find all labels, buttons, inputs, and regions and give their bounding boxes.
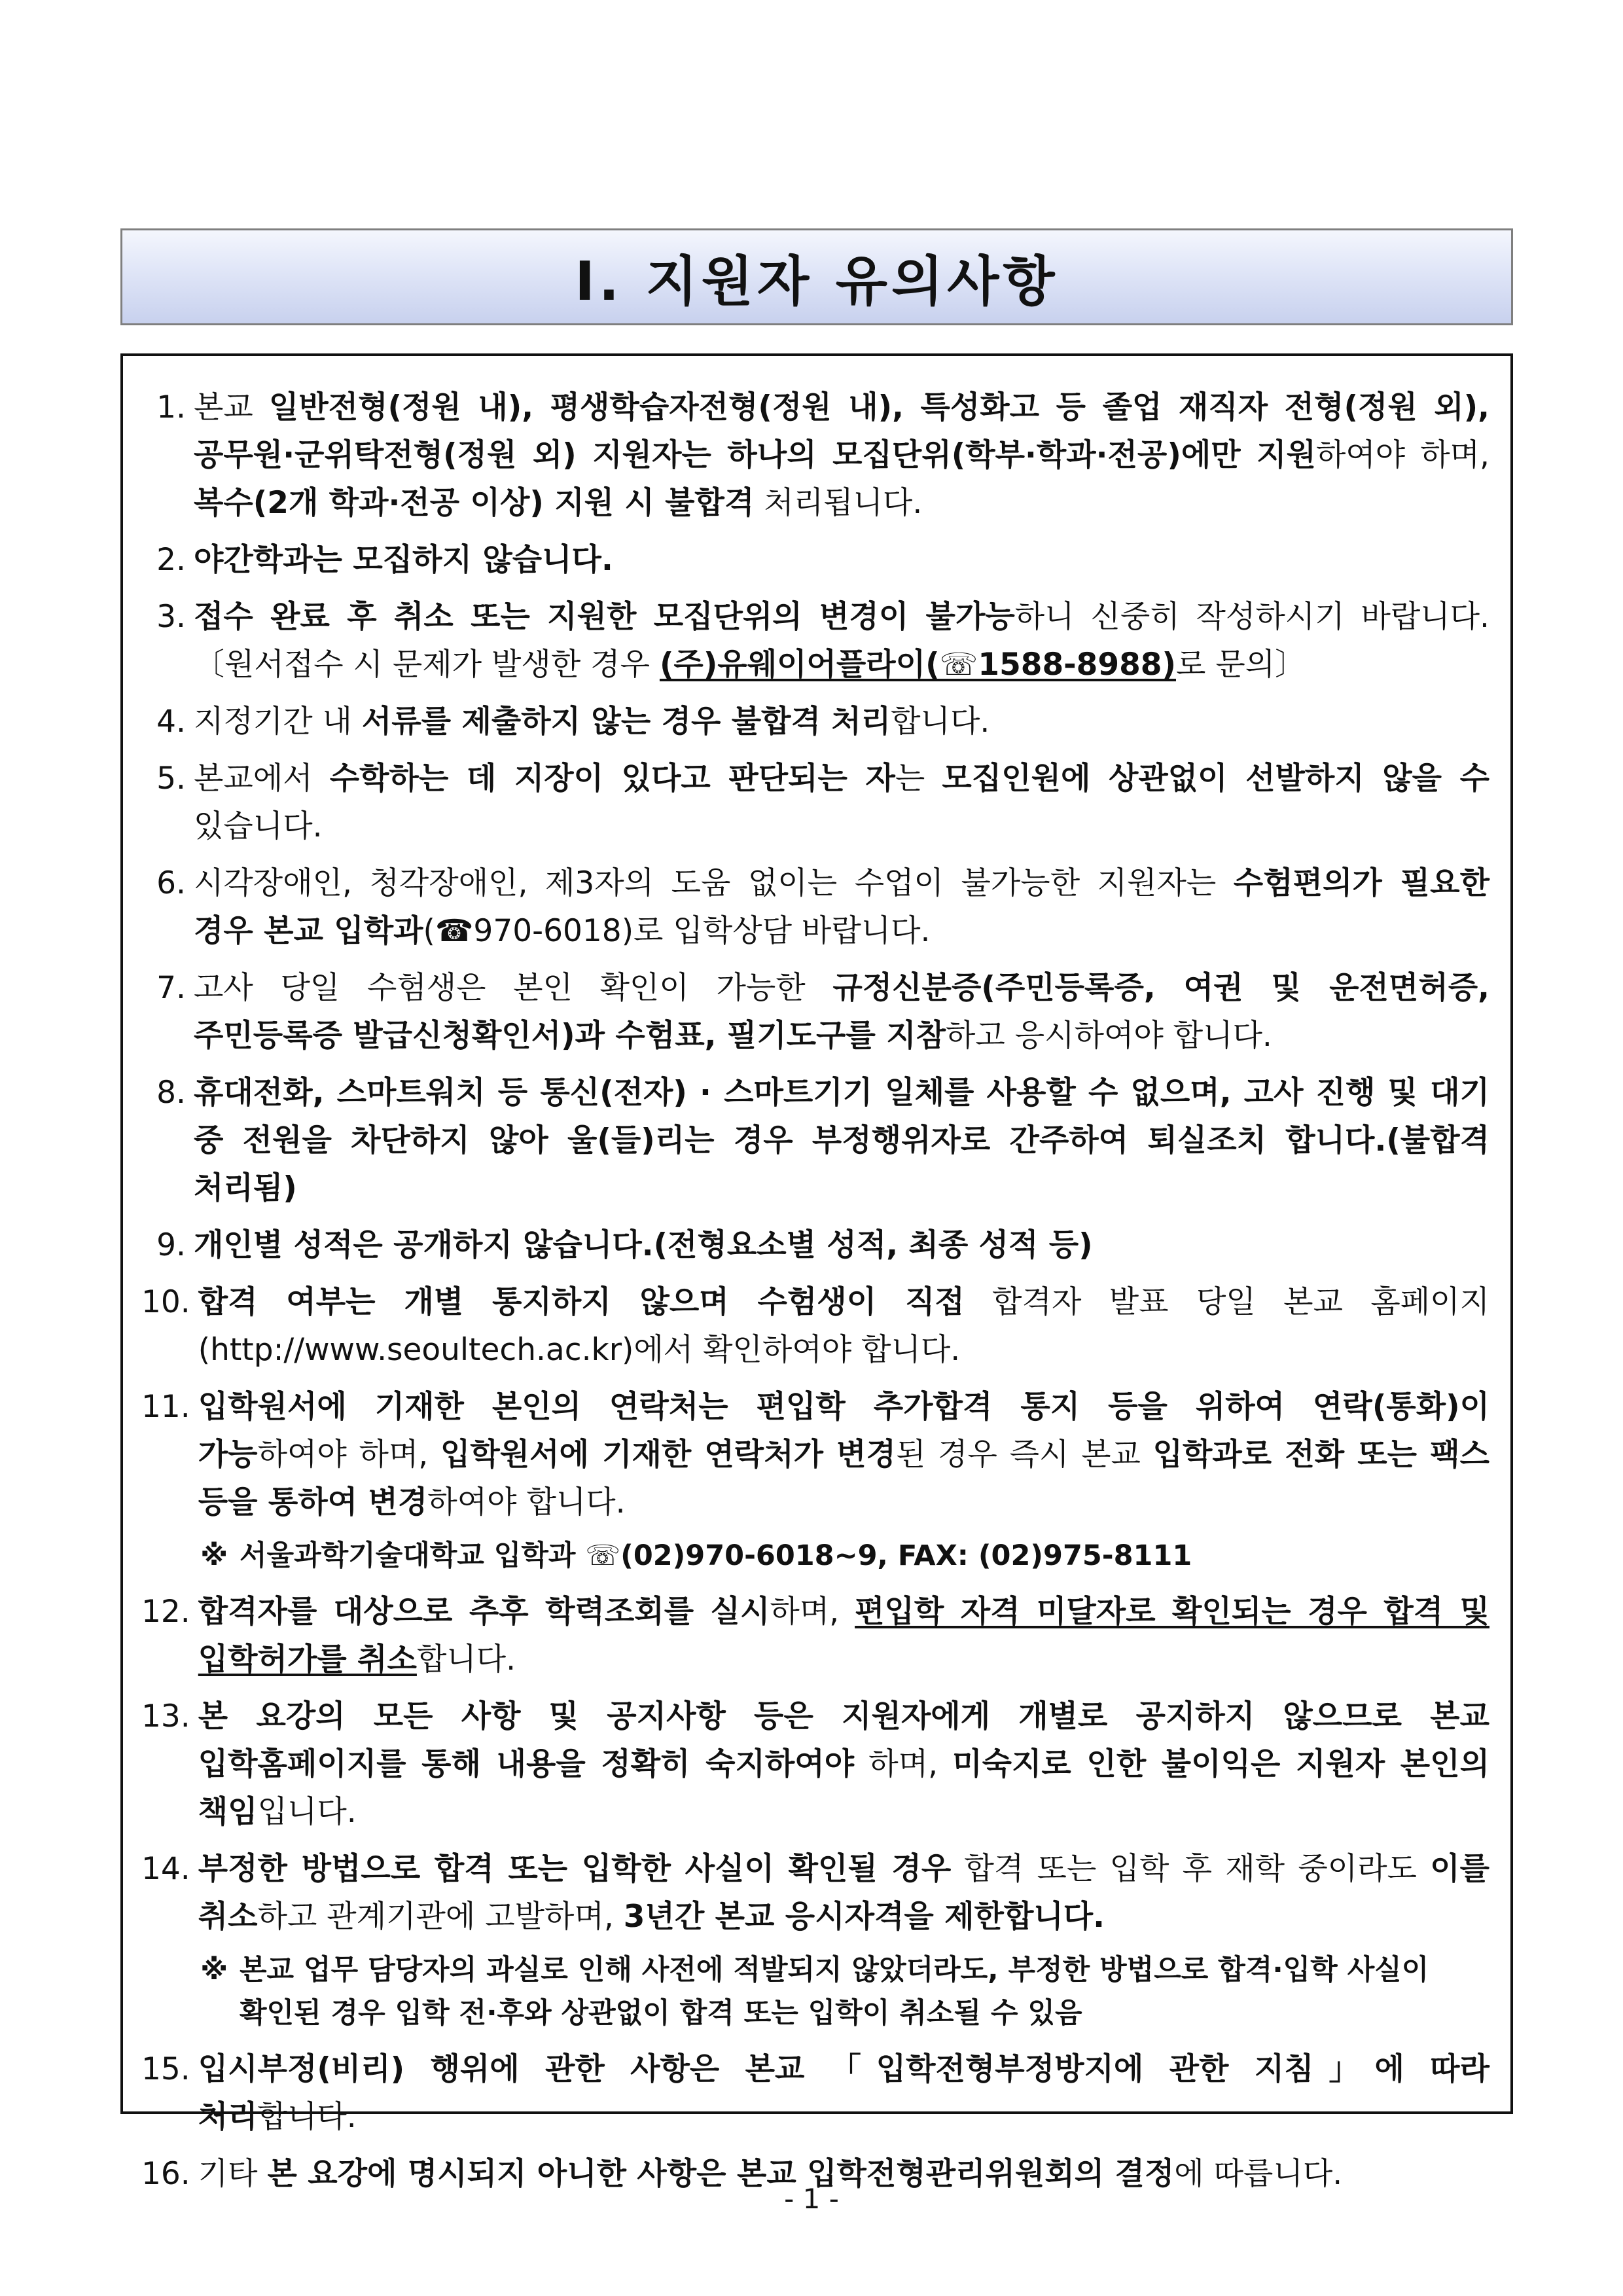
notice-item-2 [141,536,1489,584]
reference-mark-icon: ※ [200,1539,228,1572]
reference-mark-icon: ※ [200,1954,228,1986]
body-text: 합격자 발표 당일 본교 홈페이지 (http://www.seoultech.ac.kr)에서 확인하여야 합니다. [198,1284,1489,1368]
emphasis-text: 수험편의가 필요한 경우 본교 입학과 [194,865,1489,949]
body-text: 하며, [854,1746,953,1782]
emphasis-text: 휴대전화, 스마트워치 등 통신(전자) · 스마트기기 일체를 사용할 수 없으며, 고사 진행 및 대기 중 전원을 차단하지 않아 울(들)리는 경우 부정행위자로 간주하여 퇴실조치 합니다.(불합격 처리됨) [194,1075,1489,1206]
notice-text [198,1845,1489,1941]
body-text: 지정기간 내 [194,704,362,740]
emphasis-text: 접수 완료 후 취소 또는 지원한 모집단위의 변경이 불가능 [194,599,1015,635]
body-text: 본교 [194,389,269,425]
notice-item-4 [141,698,1489,745]
notice-text [194,964,1489,1060]
section-title-box [120,228,1513,325]
emphasis-text: (주)유웨이어플라이(☏1588-8988) [659,647,1176,683]
notice-number: 2. [156,542,186,578]
body-text: 합니다. [891,704,990,740]
body-text: 하며, [770,1594,855,1630]
notice-number: 12. [141,1594,190,1630]
notice-number: 10. [141,1284,190,1320]
body-text: 본교에서 [194,761,330,797]
emphasis-text: 수학하는 데 지장이 있다고 판단되는 자 [329,761,895,797]
notice-item-9 [141,1221,1489,1269]
notice-item-5 [141,755,1489,850]
notice-item-7 [141,964,1489,1060]
body-text: 고사 당일 수험생은 본인 확인이 가능한 [194,970,833,1006]
emphasis-text: 부정한 방법으로 합격 또는 입학한 사실이 확인될 경우 [198,1851,952,1887]
notice-text [194,698,1489,745]
emphasis-text: 입시부정(비리) 행위에 관한 사항은 본교 「입학전형부정방지에 관한 지침」에 따라 처리 [198,2051,1489,2135]
body-text: 에 따릅니다. [1174,2156,1343,2192]
body-text: 합니다. [257,2099,357,2135]
notice-item-15 [141,2045,1489,2141]
emphasis-text: 개인별 성적은 공개하지 않습니다.(전형요소별 성적, 최종 성적 등) [194,1227,1093,1263]
body-text: 입니다. [257,1794,357,1830]
notice-number: 1. [156,389,186,425]
emphasis-text: 규정신분증(주민등록증, 여권 및 운전면허증, 주민등록증 발급신청확인서)과 수험표, 필기도구를 지참 [194,970,1489,1054]
notice-item-11 [141,1383,1489,1526]
notice-item-3 [141,593,1489,689]
emphasis-text: 야간학과는 모집하지 않습니다. [194,542,613,578]
body-text: 시각장애인, 청각장애인, 제3자의 도움 없이는 수업이 불가능한 지원자는 [194,865,1234,901]
body-text: 기타 [198,2156,268,2192]
body-text: 하니 신중히 작성하시기 바랍니다. 〔원서접수 시 문제가 발생한 경우 [194,599,1489,683]
emphasis-text: 입학원서에 기재한 연락처가 변경 [440,1437,896,1473]
emphasis-text: 입학원서에 기재한 본인의 연락처는 편입학 추가합격 통지 등을 위하여 연락(통화)이 가능 [198,1389,1489,1473]
notice-item-1 [141,384,1489,527]
emphasis-text: 본 요강의 모든 사항 및 공지사항 등은 지원자에게 개별로 공지하지 않으므로 본교 입학홈페이지를 통해 내용을 정확히 숙지하여야 [198,1698,1489,1782]
notice-number: 16. [141,2156,190,2192]
body-text: 있습니다. [194,808,323,844]
emphasis-text: 편입학 자격 미달자로 확인되는 경우 합격 및 입학허가를 취소 [198,1594,1489,1677]
notice-number: 9. [156,1227,186,1263]
notice-number: 5. [156,761,186,797]
notice-number: 4. [156,704,186,740]
body-text: 하여야 하며, [257,1437,440,1473]
emphasis-text: 이를 취소 [198,1851,1489,1935]
notice-text [194,593,1489,689]
body-text: 하여야 하며, [1315,437,1489,473]
notice-number: 6. [156,865,186,901]
remark-text: 본교 업무 담당자의 과실로 인해 사전에 적발되지 않았더라도, 부정한 방법으로 합격·입학 사실이 확인된 경우 입학 전·후와 상관없이 합격 또는 입학이 취소될 수 있음 [240,1954,1429,2030]
notice-text [194,1069,1489,1212]
notice-number: 11. [141,1389,190,1425]
emphasis-text: 미숙지로 인한 불이익은 지원자 본인의 책임 [198,1746,1489,1830]
notice-number: 15. [141,2051,190,2087]
emphasis-text: 본 요강에 명시되지 아니한 사항은 본교 입학전형관리위원회의 결정 [267,2156,1175,2192]
notice-remark [141,1534,1489,1577]
emphasis-text: 모집인원에 상관없이 선발하지 않을 수 [942,761,1489,797]
notice-text [194,859,1489,955]
notice-item-13 [141,1693,1489,1836]
emphasis-text: 서류를 제출하지 않는 경우 불합격 처리 [361,704,891,740]
notice-number: 13. [141,1698,190,1734]
notice-item-8 [141,1069,1489,1212]
body-text: 합격 또는 입학 후 재학 중이라도 [951,1851,1431,1887]
emphasis-text: 복수(2개 학과·전공 이상) 지원 시 불합격 [194,485,755,521]
emphasis-text: 합격자를 대상으로 추후 학력조회를 실시 [198,1594,770,1630]
notes-list [120,353,1513,2192]
notice-number: 7. [156,970,186,1006]
notice-text [198,1588,1489,1683]
page-number: - 1 - [784,2183,839,2215]
notice-text [198,1278,1489,1374]
emphasis-text: 3년간 본교 응시자격을 제한합니다. [623,1899,1105,1935]
remark-text: 서울과학기술대학교 입학과 ☏(02)970-6018∼9, FAX: (02)975-8111 [240,1539,1192,1572]
body-text: 로 문의〕 [1175,647,1306,683]
emphasis-text: 일반전형(정원 내), 평생학습자전형(정원 내), 특성화고 등 졸업 재직자 전형(정원 외), 공무원·군위탁전형(정원 외) 지원자는 하나의 모집단위(학부·학과·전공)에만 지원 [194,389,1489,473]
notice-text [194,384,1489,527]
body-text: 는 [895,761,942,797]
notice-text [198,1383,1489,1526]
body-text: 된 경우 즉시 본교 [895,1437,1153,1473]
body-text: 합니다. [416,1641,516,1677]
notice-number: 14. [141,1851,190,1887]
notice-number: 8. [156,1075,186,1111]
notice-number: 3. [156,599,186,635]
notice-text [198,1693,1489,1836]
section-title: Ⅰ. 지원자 유의사항 [575,250,1059,313]
body-text: (☎970-6018)로 입학상담 바랍니다. [423,913,931,949]
notice-text [194,1221,1489,1269]
notice-text [194,755,1489,850]
notice-text [194,536,1489,584]
emphasis-text: 입학과로 전화 또는 팩스 등을 통하여 변경 [198,1437,1489,1520]
body-text: 하고 관계기관에 고발하며, [257,1899,624,1935]
notice-item-10 [141,1278,1489,1374]
notice-item-14 [141,1845,1489,1941]
body-text: 하고 응시하여야 합니다. [946,1018,1272,1054]
notice-text [198,2045,1489,2141]
notice-item-12 [141,1588,1489,1683]
body-text: 처리됩니다. [754,485,923,521]
body-text: 하여야 합니다. [427,1484,626,1520]
emphasis-text: 합격 여부는 개별 통지하지 않으며 수험생이 직접 [198,1284,965,1320]
notice-remark [141,1948,1489,2035]
notice-item-6 [141,859,1489,955]
